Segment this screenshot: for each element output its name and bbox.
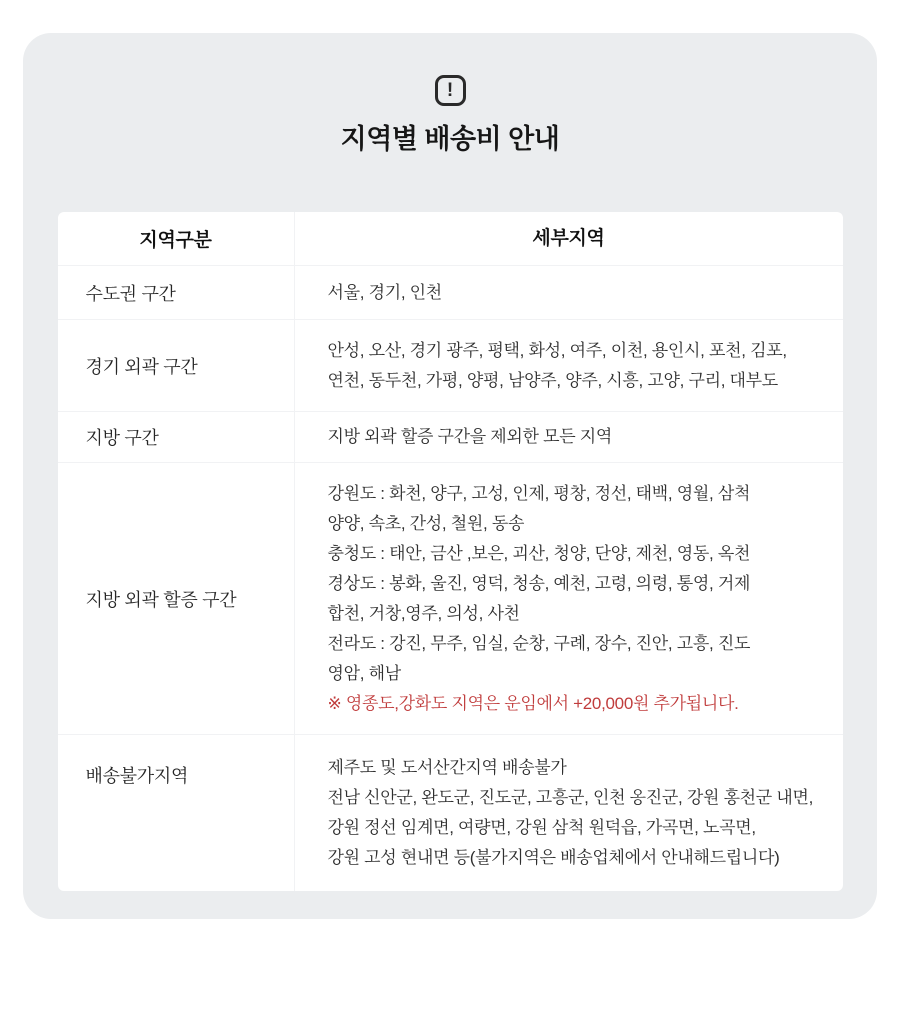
detail-line: 강원도 : 화천, 양구, 고성, 인제, 평창, 정선, 태백, 영월, 삼척 xyxy=(327,483,751,503)
detail-region-cell xyxy=(295,463,843,734)
detail-line: 서울, 경기, 인천 xyxy=(327,282,442,302)
page-title: 지역별 배송비 안내 xyxy=(340,124,560,154)
detail-line: 제주도 및 도서산간지역 배송불가 xyxy=(327,758,567,777)
detail-line: 영암, 해남 xyxy=(327,663,401,683)
table-row xyxy=(58,266,843,320)
detail-region-cell xyxy=(295,412,843,462)
region-category-cell: 지방 구간 xyxy=(58,412,295,462)
detail-line: 충청도 : 태안, 금산 ,보은, 괴산, 청양, 단양, 제천, 영동, 옥천 xyxy=(327,543,751,563)
delivery-fee-table xyxy=(58,212,843,891)
detail-line: 양양, 속초, 간성, 철원, 동송 xyxy=(327,513,525,533)
detail-line: 전라도 : 강진, 무주, 임실, 순창, 구례, 장수, 진안, 고흥, 진도 xyxy=(327,633,751,653)
detail-region-cell xyxy=(295,735,843,891)
table-row xyxy=(58,320,843,412)
detail-line: 강원 정선 임계면, 여량면, 강원 삼척 원덕읍, 가곡면, 노곡면, xyxy=(327,818,756,837)
detail-line: 안성, 오산, 경기 광주, 평택, 화성, 여주, 이천, 용인시, 포천, 김포, xyxy=(327,340,787,360)
detail-line: 합천, 거창,영주, 의성, 사천 xyxy=(327,603,520,623)
region-category-cell: 지방 외곽 할증 구간 xyxy=(58,463,295,734)
delivery-info-card xyxy=(23,33,877,919)
table-body xyxy=(58,266,843,891)
detail-region-cell xyxy=(295,320,843,411)
banner xyxy=(23,33,877,156)
region-category-cell: 배송불가지역 xyxy=(58,735,295,891)
table-row xyxy=(58,412,843,463)
detail-region-cell xyxy=(295,266,843,319)
detail-line: 강원 고성 현내면 등(불가지역은 배송업체에서 안내해드립니다) xyxy=(327,848,780,867)
column-header-region-type: 지역구분 xyxy=(58,212,295,265)
column-header-detail-region: 세부지역 xyxy=(532,227,605,249)
detail-line: 연천, 동두천, 가평, 양평, 남양주, 양주, 시흥, 고양, 구리, 대부도 xyxy=(327,370,778,390)
detail-line: 전남 신안군, 완도군, 진도군, 고흥군, 인천 옹진군, 강원 홍천군 내면, xyxy=(327,788,814,807)
region-category-cell: 수도권 구간 xyxy=(58,266,295,319)
table-row xyxy=(58,735,843,891)
surcharge-note: ※ 영종도,강화도 지역은 운임에서 +20,000원 추가됩니다. xyxy=(327,693,739,713)
table-row xyxy=(58,463,843,735)
region-category-cell: 경기 외곽 구간 xyxy=(58,320,295,411)
table-header-row xyxy=(58,212,843,266)
detail-line: 경상도 : 봉화, 울진, 영덕, 청송, 예천, 고령, 의령, 통영, 거제 xyxy=(327,573,751,593)
detail-line: 지방 외곽 할증 구간을 제외한 모든 지역 xyxy=(327,427,612,446)
exclamation-icon: ! xyxy=(435,75,466,106)
